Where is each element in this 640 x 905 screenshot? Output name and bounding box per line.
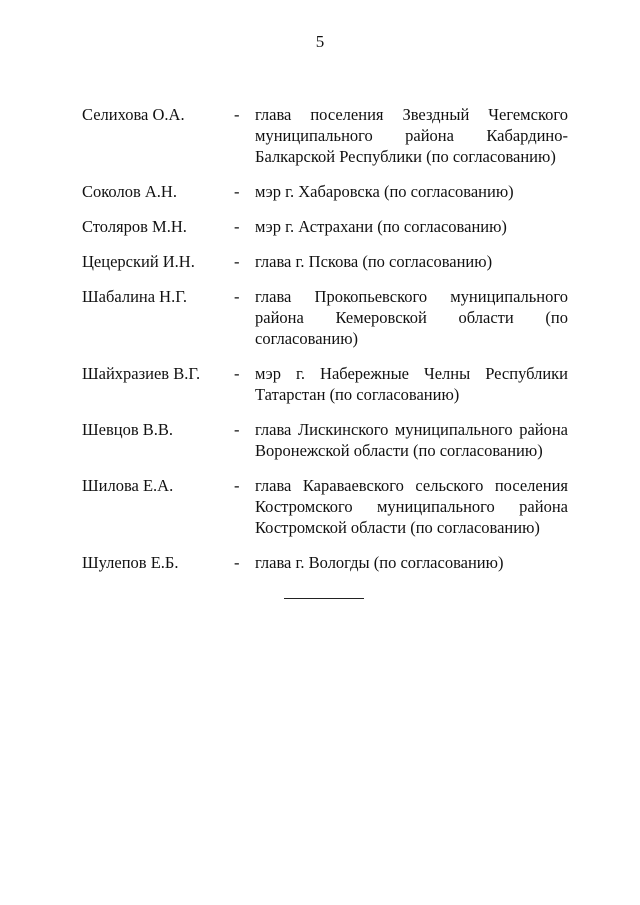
member-row [82, 286, 568, 349]
member-position: глава Прокопьевского муниципального района Кемеровской области (по согласованию) [255, 287, 568, 348]
member-row [82, 363, 568, 405]
member-position: мэр г. Хабаровска (по согласованию) [255, 182, 514, 201]
member-position: мэр г. Набережные Челны Республики Татарстан (по согласованию) [255, 364, 568, 404]
members-list [82, 104, 568, 587]
member-name: Соколов А.Н. [82, 182, 177, 201]
end-of-list-rule [284, 598, 364, 599]
member-dash: - [234, 420, 240, 439]
member-row [82, 251, 568, 272]
member-position: глава поселения Звездный Чегемского муниципального района Кабардино-Балкарской Республики (по согласованию) [255, 105, 568, 166]
member-name: Шевцов В.В. [82, 420, 174, 439]
member-dash: - [234, 252, 240, 271]
member-name: Селихова О.А. [82, 105, 185, 124]
member-row [82, 181, 568, 202]
member-row [82, 475, 568, 538]
member-name: Шабалина Н.Г. [82, 287, 188, 306]
member-position: глава Лискинского муниципального района Воронежской области (по согласованию) [255, 420, 568, 460]
member-name: Шилова Е.А. [82, 476, 174, 495]
member-dash: - [234, 476, 240, 495]
member-position: глава Караваевского сельского поселения Костромского муниципального района Костромской области (по согласованию) [255, 476, 568, 537]
member-dash: - [234, 217, 240, 236]
member-row [82, 104, 568, 167]
member-dash: - [234, 364, 240, 383]
member-name: Шайхразиев В.Г. [82, 364, 201, 383]
member-row [82, 216, 568, 237]
member-name: Шулепов Е.Б. [82, 553, 179, 572]
member-position: мэр г. Астрахани (по согласованию) [255, 217, 507, 236]
member-dash: - [234, 287, 240, 306]
member-position: глава г. Пскова (по согласованию) [255, 252, 493, 271]
member-dash: - [234, 182, 240, 201]
member-name: Столяров М.Н. [82, 217, 187, 236]
page-number: 5 [315, 32, 325, 51]
member-name: Цецерский И.Н. [82, 252, 195, 271]
member-position: глава г. Вологды (по согласованию) [255, 553, 504, 572]
member-row [82, 419, 568, 461]
member-row [82, 552, 568, 573]
member-dash: - [234, 105, 240, 124]
member-dash: - [234, 553, 240, 572]
